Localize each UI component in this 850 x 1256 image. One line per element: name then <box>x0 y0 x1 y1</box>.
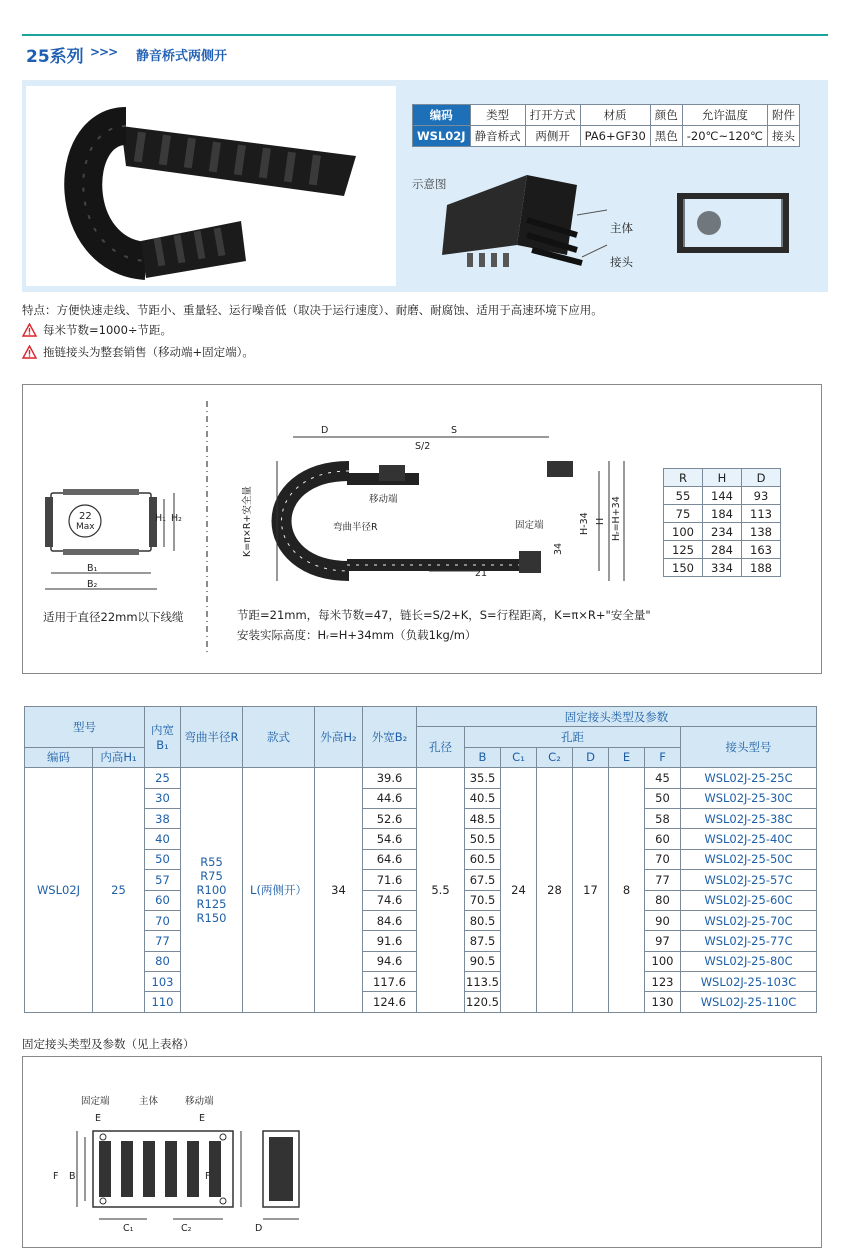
spec-value: 接头 <box>767 126 799 147</box>
inner-width-cell: 38 <box>145 808 181 828</box>
spec-header: 打开方式 <box>525 105 580 126</box>
height-note: 安装实际高度：Hᵣ=H+34mm（负载1kg/m） <box>237 628 477 642</box>
outer-width-cell: 94.6 <box>363 951 417 971</box>
dim-34: 34 <box>553 542 564 555</box>
b-cell: 87.5 <box>465 931 501 951</box>
spec-value: 静音桥式 <box>470 126 525 147</box>
inner-width-cell: 77 <box>145 931 181 951</box>
rhd-cell: 284 <box>703 541 742 559</box>
inner-width-cell: 30 <box>145 788 181 808</box>
header-fixed-connector: 固定接头类型及参数 <box>417 707 817 727</box>
connector-label: 接头 <box>610 255 633 269</box>
fixed-connector-drawing <box>63 1107 323 1237</box>
header-style: 款式 <box>243 707 315 768</box>
header-outer-height: 外高H₂ <box>315 707 363 768</box>
d-label: D <box>321 425 329 436</box>
max-word: Max <box>76 522 95 532</box>
rhd-cell: 55 <box>664 487 703 505</box>
connector-model-cell: WSL02J-25-30C <box>681 788 817 808</box>
b-cell: 120.5 <box>465 992 501 1012</box>
outer-width-cell: 54.6 <box>363 829 417 849</box>
hole-cell: 5.5 <box>417 768 465 1013</box>
fixed-end-label: 固定端 <box>81 1096 110 1107</box>
connector-model-cell: WSL02J-25-25C <box>681 768 817 788</box>
b-cell: 70.5 <box>465 890 501 910</box>
connector-model-cell: WSL02J-25-50C <box>681 849 817 869</box>
cross-section-drawing <box>39 481 179 601</box>
outer-width-cell: 71.6 <box>363 870 417 890</box>
bend-radius-value: R75 <box>200 869 223 884</box>
header-spacing: 孔距 <box>465 727 681 747</box>
pitch-note: 节距=21mm，每米节数=47，链长=S/2+K，S=行程距离，K=π×R+"安全量" <box>237 608 651 622</box>
bend-radius-cell <box>181 768 243 1013</box>
header-code: 编码 <box>25 747 93 767</box>
h-plus-34: Hᵣ=H+34 <box>611 496 622 541</box>
connector-model-cell: WSL02J-25-40C <box>681 829 817 849</box>
outer-width-cell: 64.6 <box>363 849 417 869</box>
f-cell: 50 <box>645 788 681 808</box>
spec-header: 颜色 <box>650 105 682 126</box>
title-bar <box>22 34 828 68</box>
b-cell: 67.5 <box>465 870 501 890</box>
chain-photo <box>26 86 396 286</box>
spec-value: PA6+GF30 <box>580 126 650 147</box>
b2-label: B₂ <box>87 579 98 590</box>
header-connector-model: 接头型号 <box>681 727 817 768</box>
f-cell: 130 <box>645 992 681 1012</box>
f-cell: 90 <box>645 910 681 930</box>
outer-width-cell: 52.6 <box>363 808 417 828</box>
features-text: 特点：方便快速走线、节距小、重量轻、运行噪音低（取决于运行速度）、耐磨、耐腐蚀、适用于高速环境下应用。 <box>22 303 603 317</box>
f-cell: 58 <box>645 808 681 828</box>
header-model: 型号 <box>25 707 145 748</box>
warning-1-text: 每米节数=1000÷节距。 <box>43 323 173 337</box>
b-cell: 48.5 <box>465 808 501 828</box>
f-cell: 100 <box>645 951 681 971</box>
c2-label: C₂ <box>181 1223 192 1234</box>
bend-radius-label: 弯曲半径R <box>333 522 378 533</box>
f-cell: 97 <box>645 931 681 951</box>
rhd-cell: 100 <box>664 523 703 541</box>
b-cell: 113.5 <box>465 972 501 992</box>
inner-width-cell: 25 <box>145 768 181 788</box>
rhd-cell: 163 <box>742 541 781 559</box>
header-hole: 孔径 <box>417 727 465 768</box>
header-c1: C₁ <box>501 747 537 767</box>
outer-width-cell: 39.6 <box>363 768 417 788</box>
connector-model-cell: WSL02J-25-80C <box>681 951 817 971</box>
spec-header: 类型 <box>470 105 525 126</box>
rhd-cell: 144 <box>703 487 742 505</box>
b-cell: 50.5 <box>465 829 501 849</box>
bend-radius-value: R100 <box>196 883 227 898</box>
inner-width-cell: 57 <box>145 870 181 890</box>
connector-model-cell: WSL02J-25-38C <box>681 808 817 828</box>
e-label-right: E <box>199 1113 206 1124</box>
outer-width-cell: 74.6 <box>363 890 417 910</box>
rhd-cell: 113 <box>742 505 781 523</box>
code-cell: WSL02J <box>25 768 93 1013</box>
connector-model-cell: WSL02J-25-70C <box>681 910 817 930</box>
cable-note: 适用于直径22mm以下线缆 <box>43 610 184 624</box>
outer-width-cell: 44.6 <box>363 788 417 808</box>
style-cell: L(两侧开） <box>243 768 315 1013</box>
e-cell: 8 <box>609 768 645 1013</box>
inner-width-cell: 110 <box>145 992 181 1012</box>
fixed-connector-title: 固定接头类型及参数（见上表格） <box>22 1037 195 1051</box>
header-inner-width: 内宽B₁ <box>145 707 181 768</box>
warning-2-text: 拖链接头为整套销售（移动端+固定端）。 <box>43 345 254 359</box>
max-dia: 22 <box>79 511 92 522</box>
spec-header: 附件 <box>767 105 799 126</box>
series-title: 25系列 <box>26 47 84 67</box>
spec-value: WSL02J <box>413 126 471 147</box>
f-cell: 60 <box>645 829 681 849</box>
body-label: 主体 <box>610 221 633 235</box>
warning-2 <box>22 344 254 360</box>
f-cell: 70 <box>645 849 681 869</box>
body-label: 主体 <box>139 1096 159 1107</box>
fixed-end-label: 固定端 <box>515 520 544 531</box>
moving-end-label: 移动端 <box>185 1096 214 1107</box>
inner-height-cell: 25 <box>93 768 145 1013</box>
connector-model-cell: WSL02J-25-60C <box>681 890 817 910</box>
b-cell: 40.5 <box>465 788 501 808</box>
bend-radius-value: R150 <box>196 911 227 926</box>
r-h-d-table <box>663 468 781 577</box>
inner-width-cell: 50 <box>145 849 181 869</box>
spec-value: 两侧开 <box>525 126 580 147</box>
rhd-cell: 93 <box>742 487 781 505</box>
outer-width-cell: 91.6 <box>363 931 417 951</box>
inner-width-cell: 80 <box>145 951 181 971</box>
rhd-header: D <box>742 469 781 487</box>
b-cell: 60.5 <box>465 849 501 869</box>
rhd-cell: 188 <box>742 559 781 577</box>
inner-width-cell: 60 <box>145 890 181 910</box>
header-e: E <box>609 747 645 767</box>
outer-width-cell: 124.6 <box>363 992 417 1012</box>
c2-cell: 28 <box>537 768 573 1013</box>
h-minus-34: H-34 <box>579 512 590 535</box>
spec-header: 编码 <box>413 105 471 126</box>
rhd-header: H <box>703 469 742 487</box>
rhd-cell: 138 <box>742 523 781 541</box>
f-cell: 80 <box>645 890 681 910</box>
product-name: 静音桥式两侧开 <box>136 49 228 64</box>
header-inner-height: 内高H₁ <box>93 747 145 767</box>
b-cell: 80.5 <box>465 910 501 930</box>
spec-value: -20℃~120℃ <box>682 126 767 147</box>
spec-header: 材质 <box>580 105 650 126</box>
spec-table <box>412 104 800 147</box>
rhd-header: R <box>664 469 703 487</box>
f-cell: 77 <box>645 870 681 890</box>
outer-width-cell: 117.6 <box>363 972 417 992</box>
warning-1 <box>22 322 172 338</box>
connector-model-cell: WSL02J-25-57C <box>681 870 817 890</box>
connector-model-cell: WSL02J-25-103C <box>681 972 817 992</box>
inner-width-cell: 70 <box>145 910 181 930</box>
header-bend-radius: 弯曲半径R <box>181 707 243 768</box>
bend-radius-value: R125 <box>196 897 227 912</box>
connector-model-cell: WSL02J-25-110C <box>681 992 817 1012</box>
s2-label: S/2 <box>415 441 431 452</box>
fixed-connector-box <box>22 1056 822 1248</box>
d-cell: 17 <box>573 768 609 1013</box>
rhd-cell: 150 <box>664 559 703 577</box>
side-view-drawing <box>229 421 643 591</box>
warning-icon <box>22 345 37 359</box>
moving-end-label: 移动端 <box>369 494 398 505</box>
f-label-right: F <box>205 1171 211 1182</box>
d-label: D <box>255 1223 263 1234</box>
h2-label: H₂ <box>171 513 182 524</box>
c1-label: C₁ <box>123 1223 134 1234</box>
hero-panel <box>22 80 828 292</box>
outer-height-cell: 34 <box>315 768 363 1013</box>
outer-width-cell: 84.6 <box>363 910 417 930</box>
b-cell: 35.5 <box>465 768 501 788</box>
inner-width-cell: 103 <box>145 972 181 992</box>
f-cell: 45 <box>645 768 681 788</box>
h-label: H <box>595 517 606 525</box>
inner-width-cell: 40 <box>145 829 181 849</box>
warning-icon <box>22 323 37 337</box>
rhd-cell: 125 <box>664 541 703 559</box>
header-outer-width: 外宽B₂ <box>363 707 417 768</box>
f-label-left: F <box>53 1171 59 1182</box>
b-cell: 90.5 <box>465 951 501 971</box>
header-b: B <box>465 747 501 767</box>
e-label-left: E <box>95 1113 102 1124</box>
header-c2: C₂ <box>537 747 573 767</box>
h1-label: H₁ <box>155 513 166 524</box>
b-label: B <box>69 1171 76 1182</box>
spec-header: 允许温度 <box>682 105 767 126</box>
rhd-cell: 184 <box>703 505 742 523</box>
connector-model-cell: WSL02J-25-77C <box>681 931 817 951</box>
rhd-cell: 75 <box>664 505 703 523</box>
title-arrows: >>> <box>90 45 118 59</box>
spec-value: 黑色 <box>650 126 682 147</box>
schematic-label: 示意图 <box>412 177 447 191</box>
parameter-table <box>24 706 817 1013</box>
header-f: F <box>645 747 681 767</box>
rhd-cell: 334 <box>703 559 742 577</box>
s-label: S <box>451 425 458 436</box>
c1-cell: 24 <box>501 768 537 1013</box>
bend-radius-value: R55 <box>200 855 223 870</box>
header-d: D <box>573 747 609 767</box>
b1-label: B₁ <box>87 563 98 574</box>
pitch-label: 21 <box>475 568 488 579</box>
f-cell: 123 <box>645 972 681 992</box>
k-formula: K=π×R+安全量 <box>242 486 253 557</box>
rhd-cell: 234 <box>703 523 742 541</box>
